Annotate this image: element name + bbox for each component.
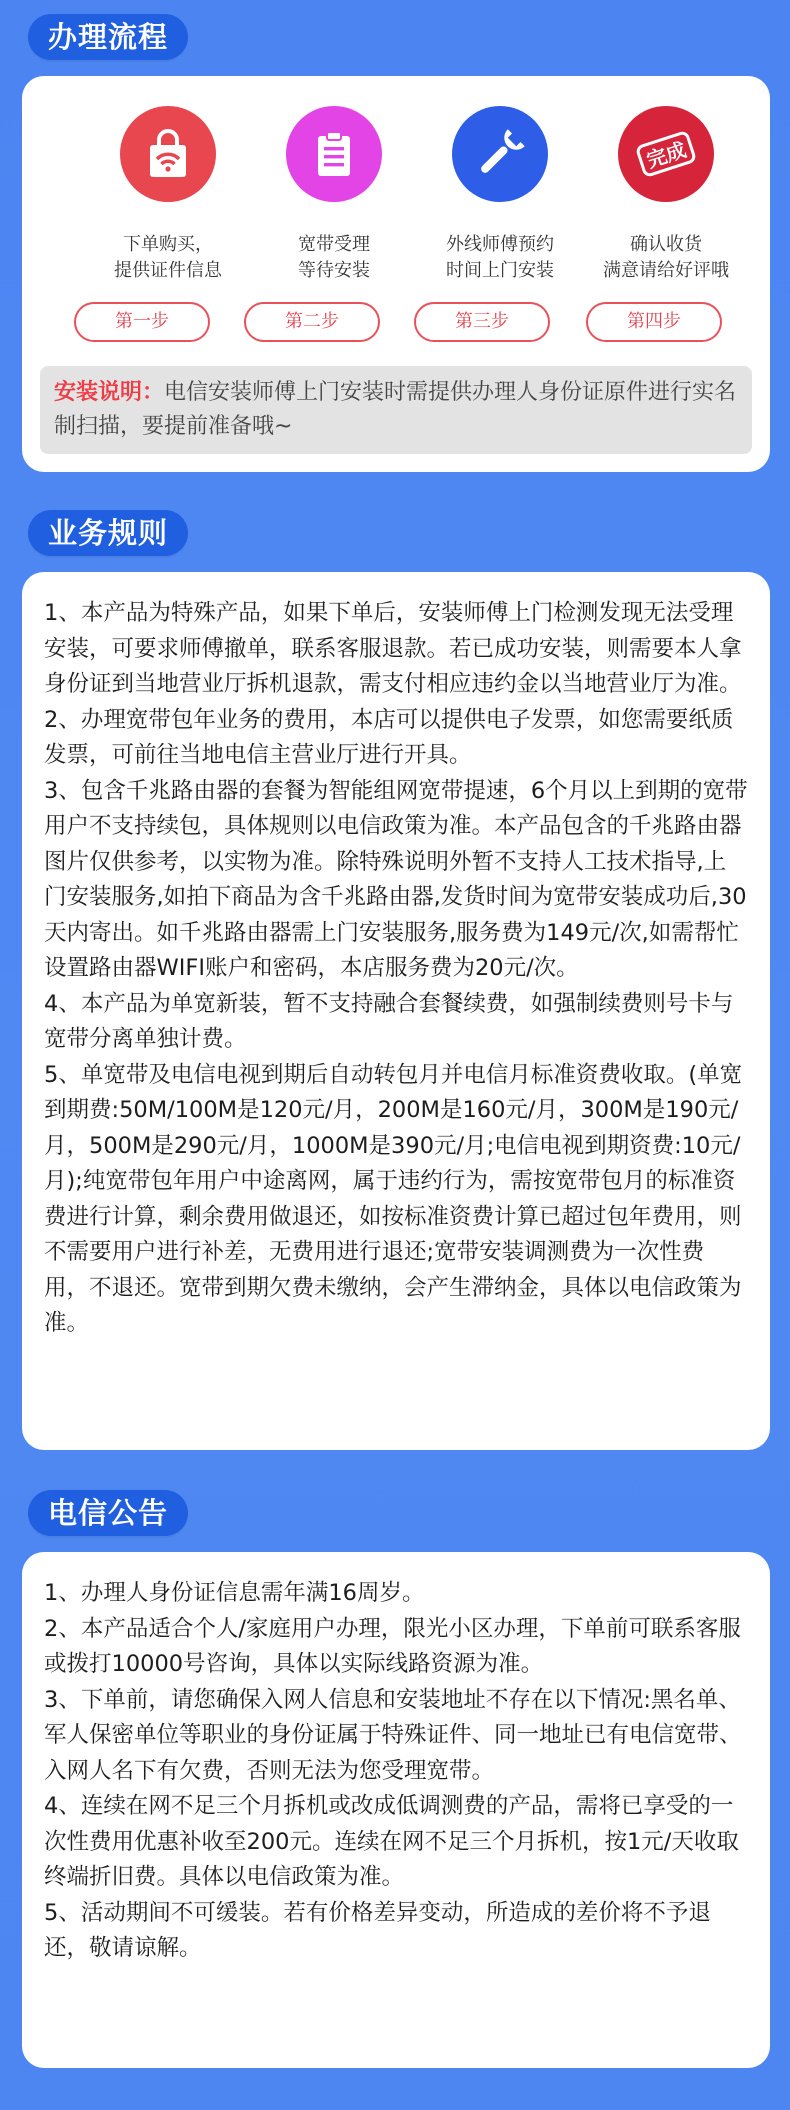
install-note-label: 安装说明：: [54, 380, 165, 405]
rules-card: [22, 572, 770, 1450]
clipboard-icon: [286, 106, 382, 202]
step-2-button[interactable]: 第二步: [244, 302, 380, 342]
step-4-button[interactable]: 第四步: [586, 302, 722, 342]
step-2: [250, 106, 418, 284]
install-note-text: 电信安装师傅上门安装时需提供办理人身份证原件进行实名制扫描，要提前准备哦~: [54, 380, 737, 439]
notice-item: 2、本产品适合个人/家庭用户办理，限光小区办理，下单前可联系客服或拨打10000号咨询，具体以实际线路资源为准。: [44, 1615, 741, 1677]
wrench-icon: [452, 106, 548, 202]
rule-item: 1、本产品为特殊产品，如果下单后，安装师傅上门检测发现无法受理安装，可要求师傅撤单，联系客服退款。若已成功安装，则需要本人拿身份证到当地营业厅拆机退款，需支付相应违约金以当地营业厅为准。: [44, 600, 742, 697]
step-1: [84, 106, 252, 284]
complete-stamp-icon: [618, 106, 714, 202]
shopping-bag-wifi-icon: [120, 106, 216, 202]
process-card: [22, 76, 770, 472]
svg-text:完成: 完成: [643, 137, 690, 173]
notice-section-title: 电信公告: [28, 1490, 188, 1536]
step-4-description: 确认收货 满意请给好评哦: [603, 234, 729, 281]
rule-item: 2、办理宽带包年业务的费用，本店可以提供电子发票，如您需要纸质发票，可前往当地电信主营业厅进行开具。: [44, 706, 734, 768]
step-3-button[interactable]: 第三步: [414, 302, 550, 342]
step-1-description: 下单购买， 提供证件信息: [114, 234, 222, 281]
step-4: [582, 106, 750, 284]
rule-item: 3、包含千兆路由器的套餐为智能组网宽带提速，6个月以上到期的宽带用户不支持续包，具体规则以电信政策为准。本产品包含的千兆路由器图片仅供参考，以实物为准。除特殊说明外暂不支持人工技术指导,上门安装服务,如拍下商品为含千兆路由器,发货时间为宽带安装成功后,30天内寄出。如千兆路由器需上门安装服务,服务费为149元/次,如需帮忙设置路由器WIFI账户和密码，本店服务费为20元/次。: [44, 777, 748, 981]
rules-section-title: 业务规则: [28, 510, 188, 556]
step-2-description: 宽带受理 等待安装: [298, 234, 370, 281]
step-1-button[interactable]: 第一步: [74, 302, 210, 342]
step-3-description: 外线师傅预约 时间上门安装: [446, 234, 554, 281]
rule-item: 5、单宽带及电信电视到期后自动转包月并电信月标准资费收取。(单宽到期费:50M/100M是120元/月，200M是160元/月，300M是190元/月，500M是290元/月，1000M是390元/月;电信电视到期资费:10元/月);纯宽带包年用户中途离网，属于违约行为，需按宽带包月的标准资费进行计算，剩余费用做退还，如按标准资费计算已超过包年费用，则不需要用户进行补差，无费用进行退还;宽带安装调测费为一次性费用，不退还。宽带到期欠费未缴纳，会产生滞纳金，具体以电信政策为准。: [44, 1061, 743, 1336]
notice-card: [22, 1552, 770, 2068]
notice-item: 5、活动期间不可缓装。若有价格差异变动，所造成的差价将不予退还，敬请谅解。: [44, 1899, 711, 1961]
step-3: [416, 106, 584, 284]
install-note: [40, 366, 752, 454]
process-section-title: 办理流程: [28, 14, 188, 60]
rule-item: 4、本产品为单宽新装，暂不支持融合套餐续费，如强制续费则号卡与宽带分离单独计费。: [44, 990, 734, 1052]
notice-item: 4、连续在网不足三个月拆机或改成低调测费的产品，需将已享受的一次性费用优惠补收至200元。连续在网不足三个月拆机，按1元/天收取终端折旧费。具体以电信政策为准。: [44, 1793, 739, 1890]
notice-item: 1、办理人身份证信息需年满16周岁。: [44, 1580, 425, 1606]
notice-item: 3、下单前，请您确保入网人信息和安装地址不存在以下情况:黑名单、军人保密单位等职业的身份证属于特殊证件、同一地址已有电信宽带、入网人名下有欠费，否则无法为您受理宽带。: [44, 1686, 742, 1784]
